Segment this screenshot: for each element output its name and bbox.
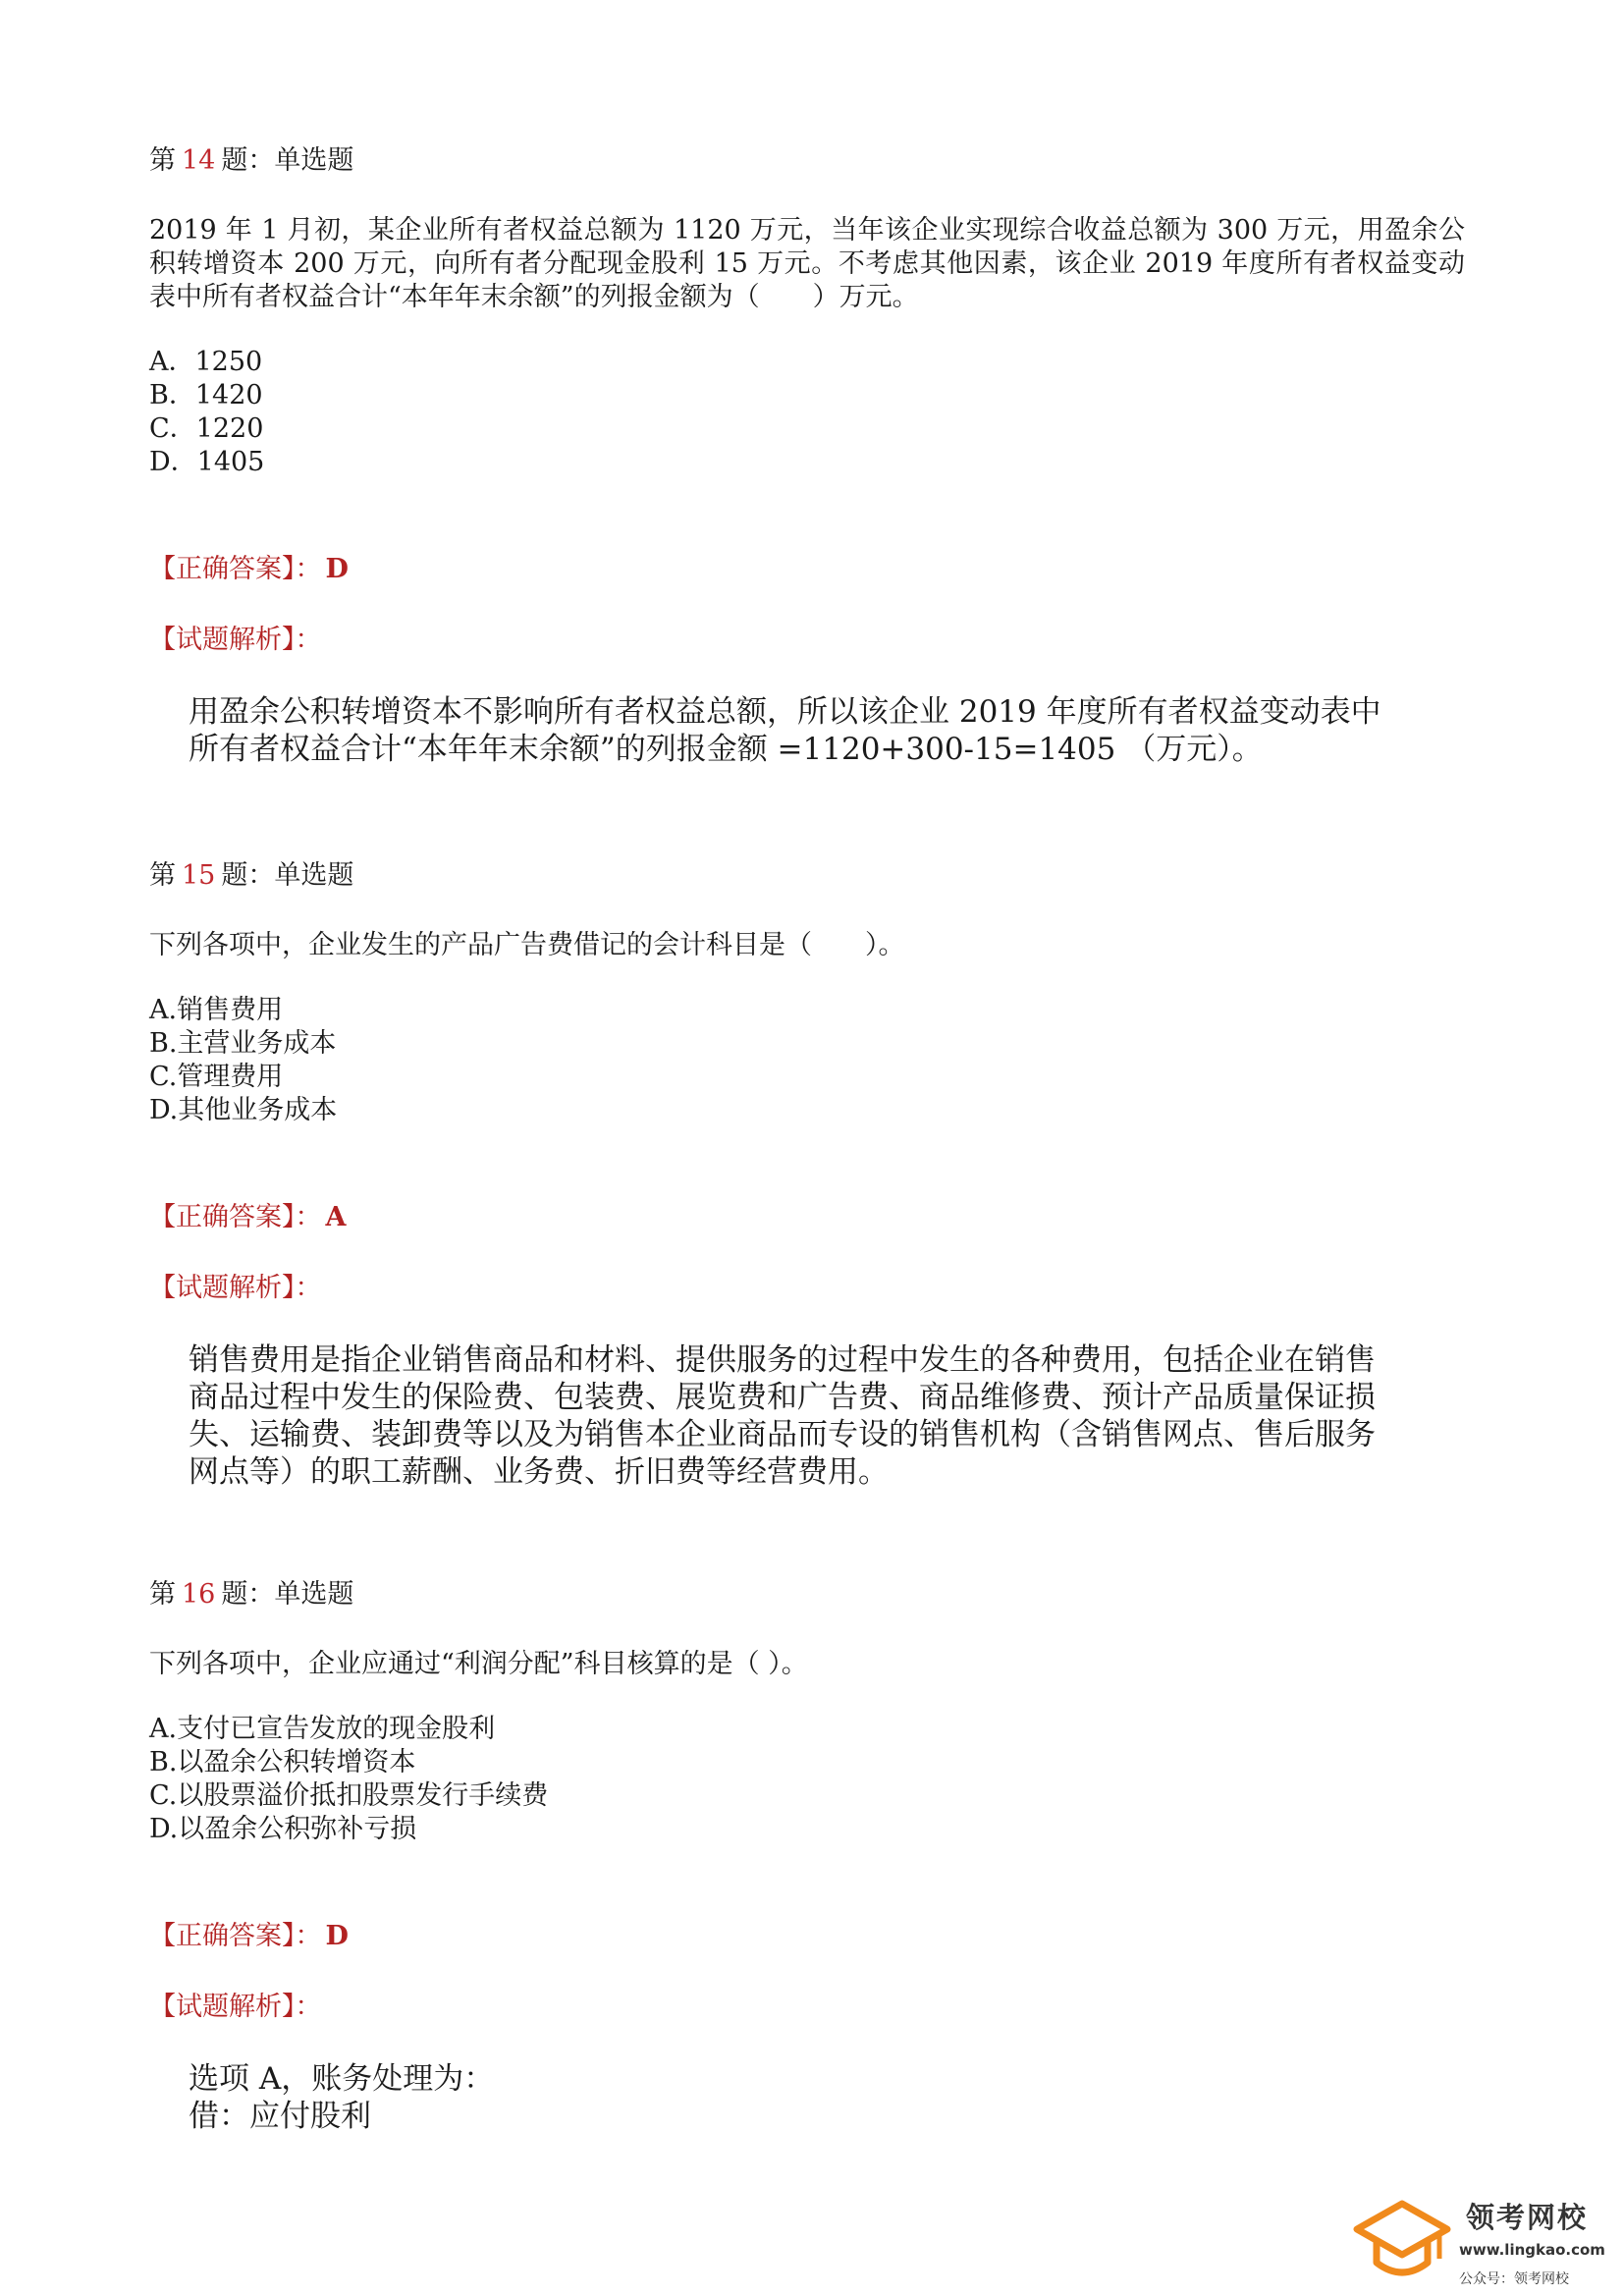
logo-wechat: 公众号：领考网校 (1459, 2271, 1569, 2287)
question-type: 题：单选题 (221, 860, 354, 891)
analysis-label: 【试题解析】： (149, 1992, 322, 2022)
question-type: 题：单选题 (221, 145, 354, 176)
logo-url: www.lingkao.com (1459, 2241, 1605, 2259)
question-stem: 2019 年 1 月初，某企业所有者权益总额为 1120 万元，当年该企业实现综合收益总额为 300 万元，用盈余公积转增资本 200 万元，向所有者分配现金股利 15 万元。不考虑其他因素，该企业 2019 年度所有者权益变动表中所有者权益合计“本年年末余额”的列报金额为（ ）万元。 (149, 215, 1465, 312)
answer-label: 【正确答案】： (149, 1921, 322, 1951)
analysis-line: 用盈余公积转增资本不影响所有者权益总额，所以该企业 2019 年度所有者权益变动表中 (189, 694, 1381, 730)
analysis-text (189, 2060, 1465, 2135)
analysis-line: 借：应付股利 (189, 2099, 371, 2134)
option-a: A.支付已宣告发放的现金股利 (149, 1714, 496, 1744)
question-prefix: 第 (149, 145, 176, 176)
option-d: D.其他业务成本 (149, 1095, 338, 1125)
question-prefix: 第 (149, 1579, 176, 1610)
correct-answer (149, 1200, 1465, 1235)
analysis-label: 【试题解析】： (149, 1273, 322, 1303)
analysis-text (189, 693, 1465, 768)
question-number: 15 (182, 860, 216, 891)
question-number: 14 (182, 145, 216, 176)
question-title (149, 1577, 1465, 1613)
option-b: B.以盈余公积转增资本 (149, 1747, 416, 1777)
question-title (149, 858, 1465, 894)
option-b: B．1420 (149, 380, 263, 410)
analysis-line: 所有者权益合计“本年年末余额”的列报金额 =1120+300-15=1405 （万元）。 (189, 732, 1263, 767)
question-14 (149, 143, 1465, 768)
answer-label: 【正确答案】： (149, 1202, 322, 1232)
brand-logo (1353, 2192, 1605, 2290)
analysis-line: 选项 A，账务处理为： (189, 2061, 495, 2097)
option-d: D.以盈余公积弥补亏损 (149, 1814, 417, 1844)
correct-answer (149, 1919, 1465, 1954)
analysis-line: 失、运输费、装卸费等以及为销售本企业商品而专设的销售机构（含销售网点、售后服务 (189, 1417, 1376, 1452)
option-c: C.管理费用 (149, 1062, 284, 1092)
analysis-label: 【试题解析】： (149, 625, 322, 655)
question-title (149, 143, 1465, 179)
option-a: A．1250 (149, 347, 263, 377)
analysis-line: 商品过程中发生的保险费、包装费、展览费和广告费、商品维修费、预计产品质量保证损 (189, 1380, 1376, 1415)
question-stem: 下列各项中，企业应通过“利润分配”科目核算的是（ ）。 (149, 1649, 808, 1679)
option-b: B.主营业务成本 (149, 1028, 337, 1059)
analysis-line: 网点等）的职工薪酬、业务费、折旧费等经营费用。 (189, 1454, 889, 1490)
question-prefix: 第 (149, 860, 176, 891)
answer-value: A (325, 1202, 347, 1232)
question-number: 16 (182, 1579, 216, 1610)
question-options (149, 1713, 1465, 1846)
question-type: 题：单选题 (221, 1579, 354, 1610)
question-15 (149, 858, 1465, 1491)
question-stem: 下列各项中，企业发生的产品广告费借记的会计科目是（ ）。 (149, 930, 905, 960)
question-options (149, 994, 1465, 1127)
analysis-line: 销售费用是指企业销售商品和材料、提供服务的过程中发生的各种费用，包括企业在销售 (189, 1342, 1376, 1378)
option-d: D．1405 (149, 447, 265, 477)
answer-value: D (325, 554, 349, 584)
answer-label: 【正确答案】： (149, 554, 322, 584)
question-options (149, 346, 1465, 479)
option-c: C．1220 (149, 413, 264, 444)
question-16 (149, 1577, 1465, 2135)
option-c: C.以股票溢价抵扣股票发行手续费 (149, 1780, 549, 1811)
graduation-cap-icon (1353, 2192, 1451, 2290)
option-a: A.销售费用 (149, 995, 284, 1025)
logo-name: 领考网校 (1466, 2201, 1589, 2234)
correct-answer (149, 552, 1465, 587)
analysis-text (189, 1341, 1465, 1491)
answer-value: D (325, 1921, 349, 1951)
